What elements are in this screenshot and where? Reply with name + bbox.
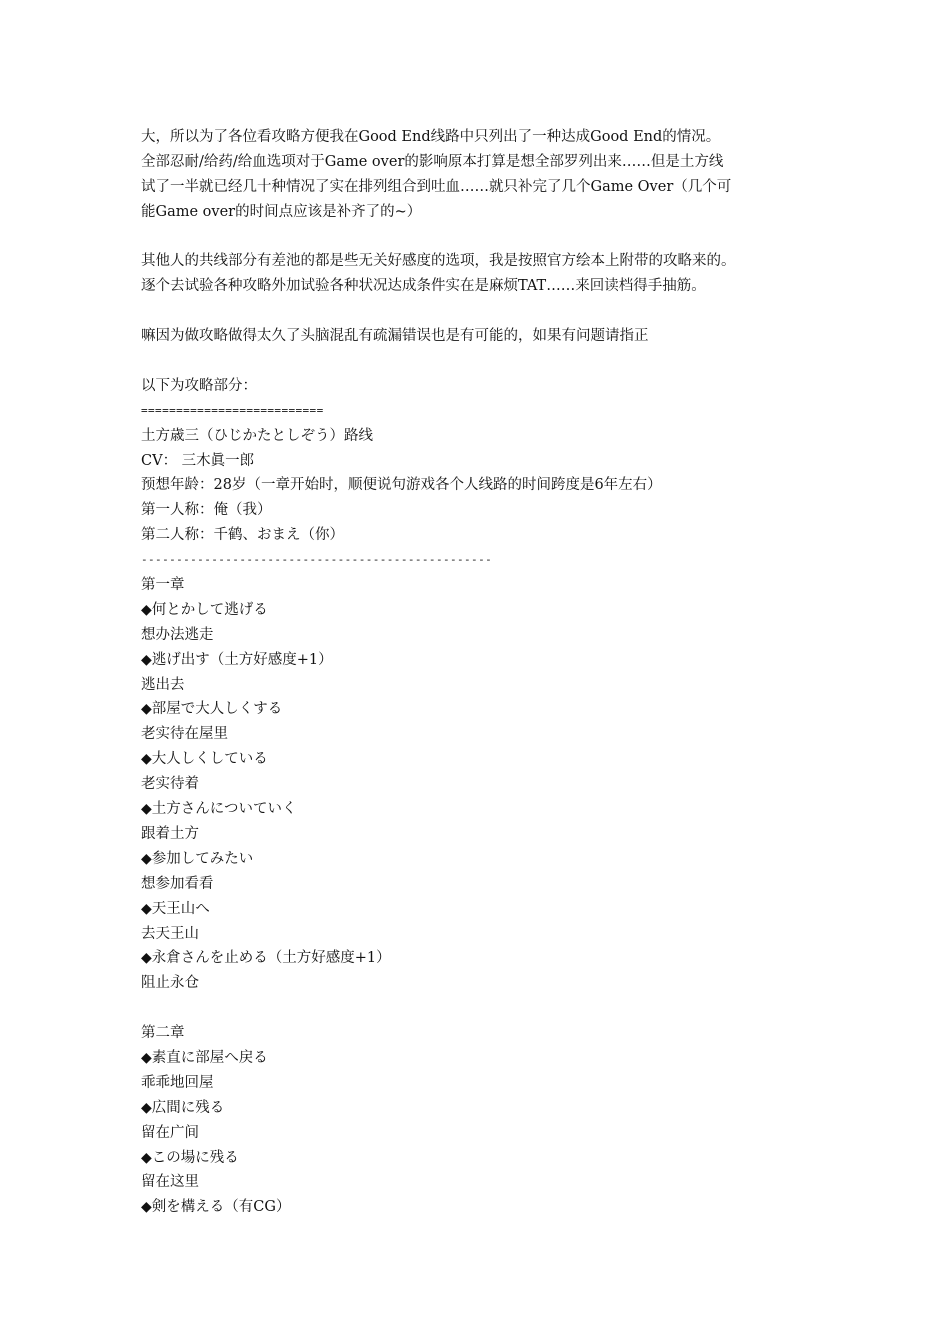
diamond-icon: ◆ xyxy=(141,1049,152,1066)
intro-line: 大，所以为了各位看攻略方便我在Good End线路中只列出了一种达成Good End的情况。 xyxy=(141,129,721,145)
paragraph-gap xyxy=(141,349,841,374)
choice-item xyxy=(141,946,841,971)
paragraph-gap xyxy=(141,996,841,1021)
choice-jp: 部屋で大人しくする xyxy=(151,701,283,718)
choice-jp: 天王山へ xyxy=(151,900,210,917)
choice-translation: 想参加看看 xyxy=(141,875,214,892)
route-second-person: 第二人称：千鹤、おまえ（你） xyxy=(141,527,344,544)
choice-translation: 老实待在屋里 xyxy=(141,726,228,743)
diamond-icon: ◆ xyxy=(141,950,152,967)
choice-jp: 何とかして逃げる xyxy=(151,601,268,618)
dash-divider: -------------------------------------------------- xyxy=(141,553,493,567)
diamond-icon: ◆ xyxy=(141,1099,152,1116)
diamond-icon: ◆ xyxy=(141,1149,152,1166)
choice-item xyxy=(141,648,841,673)
choice-jp: 素直に部屋へ戻る xyxy=(151,1049,268,1066)
diamond-icon: ◆ xyxy=(141,601,152,618)
choice-translation: 跟着土方 xyxy=(141,825,199,842)
equals-divider: ========================== xyxy=(141,403,324,417)
choice-jp: 逃げ出す（土方好感度+1） xyxy=(151,651,333,668)
choice-item xyxy=(141,598,841,623)
choice-item xyxy=(141,897,841,922)
diamond-icon: ◆ xyxy=(141,751,152,768)
intro-line: 能Game over的时间点应该是补齐了的~） xyxy=(141,203,422,220)
choice-jp: 大人しくしている xyxy=(151,751,268,768)
chapter-title: 第二章 xyxy=(141,1025,185,1042)
section-intro: 以下为攻略部分： xyxy=(141,377,257,394)
choice-translation: 去天王山 xyxy=(141,925,199,942)
choice-jp: 土方さんについていく xyxy=(151,801,297,818)
paragraph-line: 其他人的共线部分有差池的都是些无关好感度的选项，我是按照官方绘本上附带的攻略来的。 xyxy=(141,253,736,270)
choice-translation: 阻止永仓 xyxy=(141,975,199,992)
choice-item xyxy=(141,1046,841,1071)
intro-line: 试了一半就已经几十种情况了实在排列组合到吐血……就只补完了几个Game Over（几个可 xyxy=(141,178,732,195)
route-first-person: 第一人称：俺（我） xyxy=(141,502,272,519)
choice-translation: 留在广间 xyxy=(141,1124,199,1141)
paragraph-line: 逐个去试验各种攻略外加试验各种状况达成条件实在是麻烦TAT……来回读档得手抽筋。 xyxy=(141,278,706,295)
choice-item xyxy=(141,1146,841,1171)
paragraph-line: 嘛因为做攻略做得太久了头脑混乱有疏漏错误也是有可能的，如果有问题请指正 xyxy=(141,328,649,345)
diamond-icon: ◆ xyxy=(141,1199,152,1216)
choice-jp: 参加してみたい xyxy=(151,850,254,867)
choice-jp: 広間に残る xyxy=(151,1099,225,1116)
route-cv: CV： 三木眞一郎 xyxy=(141,452,255,469)
intro-line: 全部忍耐/给药/给血选项对于Game over的影响原本打算是想全部罗列出来……但是土方线 xyxy=(141,153,724,170)
route-age: 预想年龄：28岁（一章开始时，顺便说句游戏各个人线路的时间跨度是6年左右） xyxy=(141,477,662,494)
choice-item xyxy=(141,1195,841,1220)
paragraph-gap xyxy=(141,225,841,250)
choice-translation: 乖乖地回屋 xyxy=(141,1074,214,1091)
choice-item xyxy=(141,747,841,772)
choice-translation: 想办法逃走 xyxy=(141,626,214,643)
choice-item xyxy=(141,697,841,722)
diamond-icon: ◆ xyxy=(141,701,152,718)
chapter-title: 第一章 xyxy=(141,577,185,594)
choice-item xyxy=(141,797,841,822)
choice-jp: 永倉さんを止める（土方好感度+1） xyxy=(151,950,391,967)
route-title: 土方歳三（ひじかたとしぞう）路线 xyxy=(141,427,373,444)
paragraph-gap xyxy=(141,299,841,324)
choice-translation: 逃出去 xyxy=(141,676,185,693)
choice-jp: この場に残る xyxy=(151,1149,239,1166)
diamond-icon: ◆ xyxy=(141,900,152,917)
choice-jp: 剣を構える（有CG） xyxy=(151,1199,291,1216)
diamond-icon: ◆ xyxy=(141,850,152,867)
choice-translation: 留在这里 xyxy=(141,1174,199,1191)
choice-translation: 老实待着 xyxy=(141,776,199,793)
document-page xyxy=(141,125,841,1220)
choice-item xyxy=(141,847,841,872)
diamond-icon: ◆ xyxy=(141,801,152,818)
diamond-icon: ◆ xyxy=(141,651,152,668)
choice-item xyxy=(141,1096,841,1121)
